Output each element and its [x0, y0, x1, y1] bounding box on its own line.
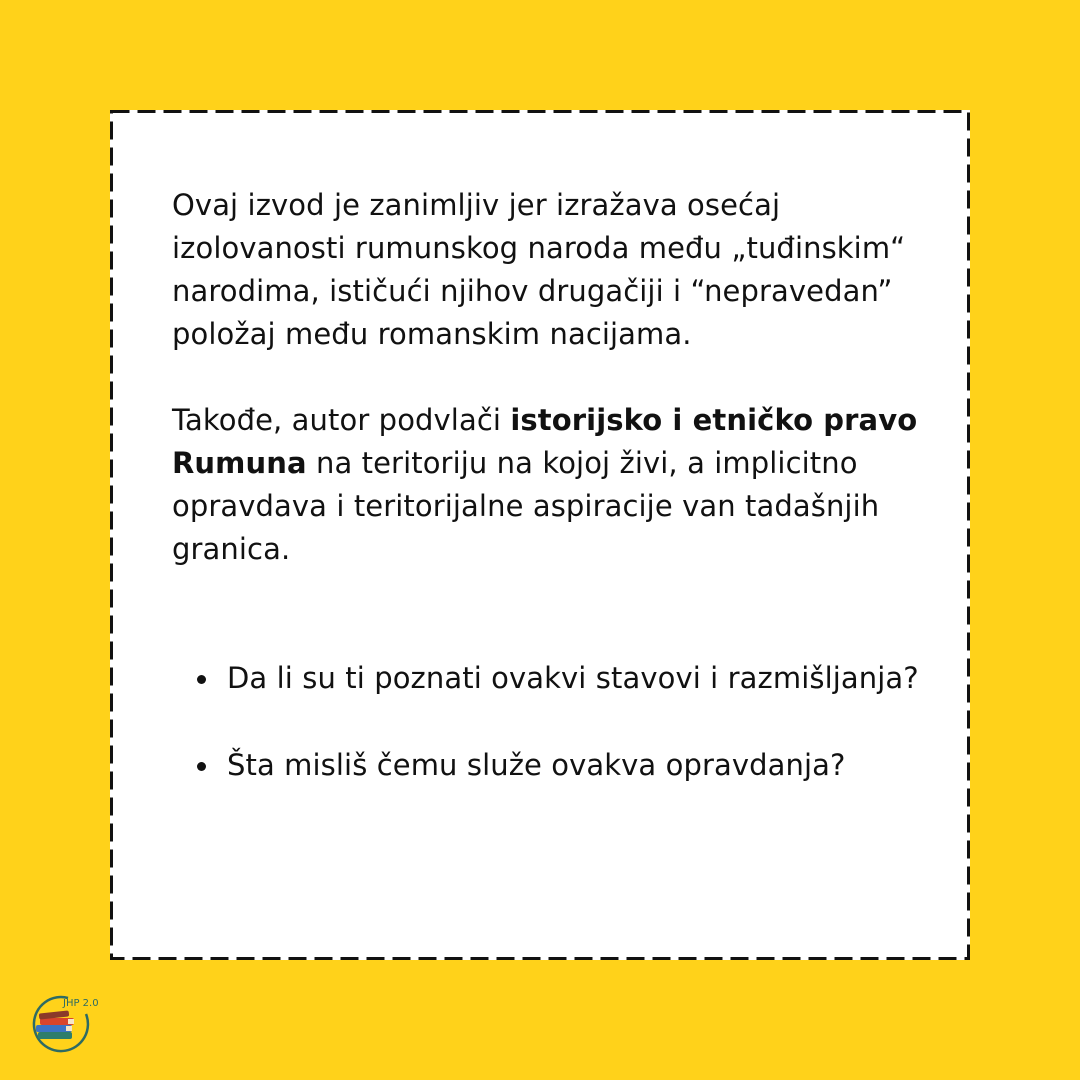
logo-text: JHP 2.0: [63, 998, 99, 1009]
question-text: Da li su ti poznati ovakvi stavovi i razmišljanja?: [227, 661, 919, 695]
text-card: [110, 110, 970, 960]
question-text: Šta misliš čemu služe ovakva opravdanja?: [227, 748, 846, 782]
paragraph-author-tail: na teritoriju na kojoj živi, a implicitno opravdava i teritorijalne aspiracije van tadašnjih granica.: [172, 446, 880, 566]
card-content: [172, 184, 932, 787]
paragraph-author: [172, 399, 932, 571]
jhp-logo: [22, 992, 104, 1056]
paragraph-intro: Ovaj izvod je zanimljiv jer izražava osećaj izolovanosti rumunskog naroda među „tuđinskim“ narodima, ističući njihov drugačiji i “nepravedan” položaj među romanskim nacijama.: [172, 188, 906, 351]
question-list: [172, 657, 932, 787]
question-item: [172, 657, 932, 700]
paragraph-author-bold: istorijsko i etničko pravo Rumuna: [172, 403, 918, 480]
paragraph-author-lead: Takođe, autor podvlači: [172, 403, 511, 437]
bullet-icon: [197, 675, 206, 684]
bullet-icon: [197, 762, 206, 771]
question-item: [172, 744, 932, 787]
